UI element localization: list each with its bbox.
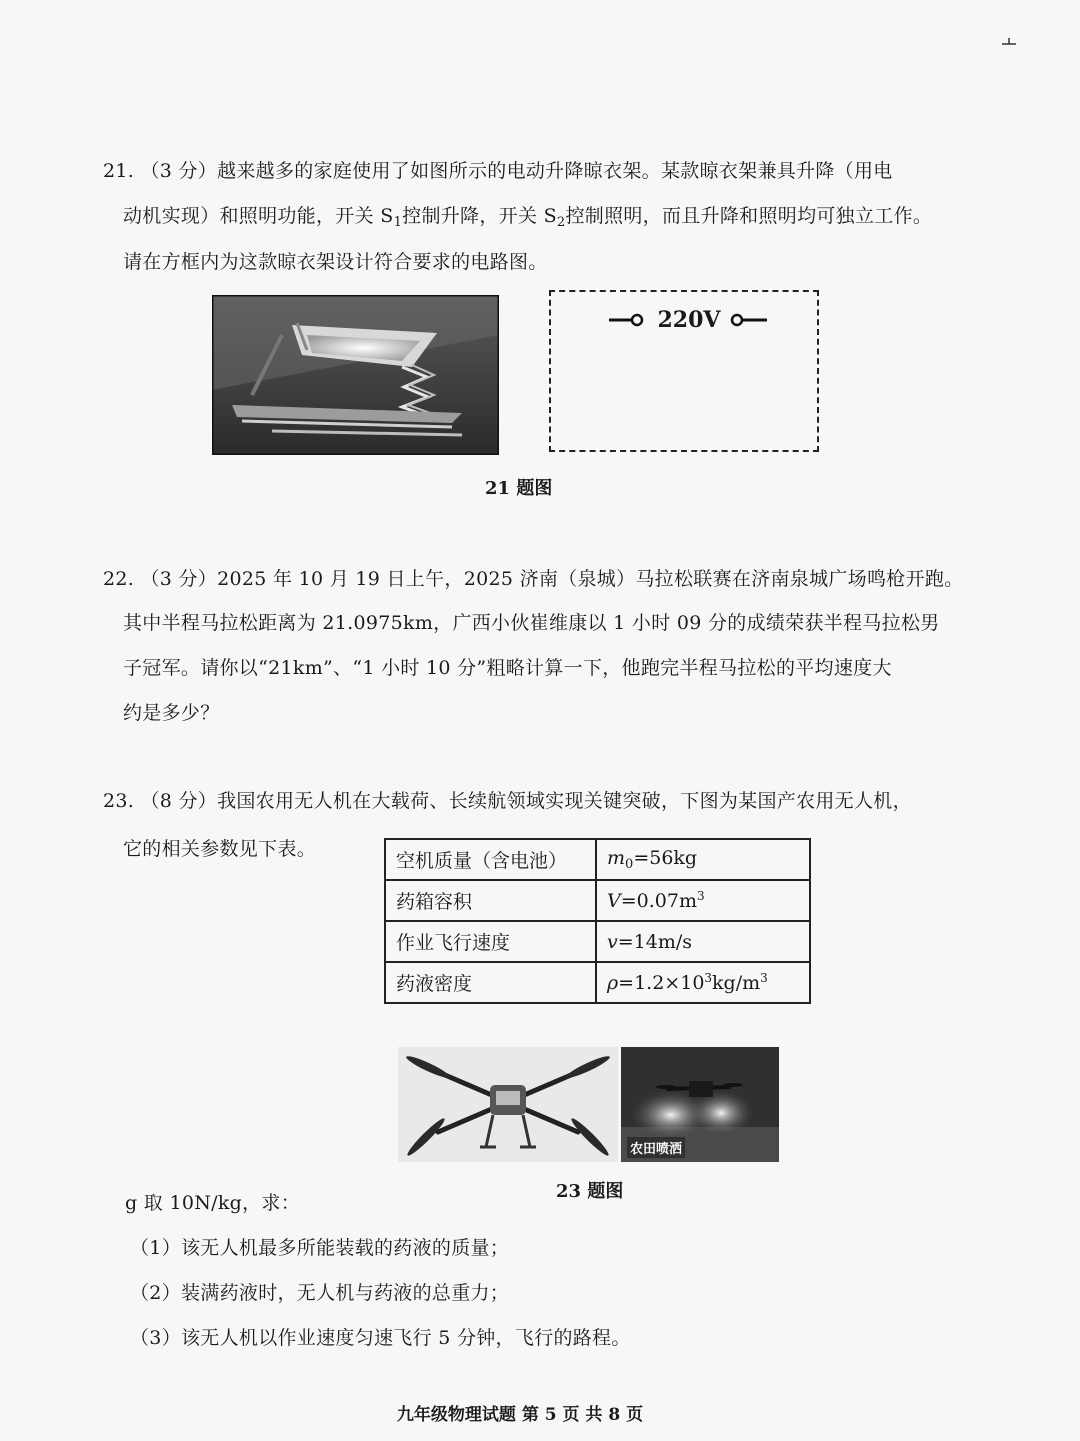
table-row xyxy=(385,962,810,1003)
q23-sub-question-2: （2）装满药液时，无人机与药液的总重力； xyxy=(130,1282,510,1304)
param-label: 药液密度 xyxy=(385,962,596,1003)
param-label: 作业飞行速度 xyxy=(385,921,596,962)
param-number: =0.07m xyxy=(620,890,697,912)
param-superscript: 3 xyxy=(704,971,713,985)
drone-photo xyxy=(398,1047,618,1162)
corner-mark xyxy=(1000,30,1018,50)
page-footer: 九年级物理试题 第 5 页 共 8 页 xyxy=(396,1405,644,1425)
q21-line3: 请在方框内为这款晾衣架设计符合要求的电路图。 xyxy=(123,251,548,273)
drone-parameter-table xyxy=(384,838,811,1004)
param-label: 空机质量（含电池） xyxy=(385,839,596,880)
q23-line2: 它的相关参数见下表。 xyxy=(123,838,317,860)
table-row xyxy=(385,839,810,880)
q23-sub-question-1: （1）该无人机最多所能装载的药液的质量； xyxy=(130,1237,510,1259)
param-number: =56kg xyxy=(633,847,698,869)
q21-line2 xyxy=(123,203,932,236)
q22-line2: 其中半程马拉松距离为 21.0975km，广西小伙崔维康以 1 小时 09 分的成绩荣获半程马拉松男 xyxy=(123,612,940,634)
table-row xyxy=(385,880,810,921)
param-number: =1.2×10 xyxy=(618,972,705,994)
param-symbol: ρ xyxy=(607,972,619,994)
param-value xyxy=(596,962,810,1003)
s2-subscript: 2 xyxy=(556,215,566,230)
param-unit-superscript: 3 xyxy=(760,971,768,985)
param-symbol: V xyxy=(607,890,621,912)
q21-line2-part-c: 控制照明，而且升降和照明均可独立工作。 xyxy=(565,205,933,227)
field-spraying-photo xyxy=(621,1047,779,1162)
param-subscript: 0 xyxy=(625,857,634,872)
param-label: 药箱容积 xyxy=(385,880,596,921)
q23-caption: 23 题图 xyxy=(556,1181,624,1202)
field-spraying-label: 农田喷洒 xyxy=(627,1137,685,1158)
q21-line1: 21. （3 分）越来越多的家庭使用了如图所示的电动升降晾衣架。某款晾衣架兼具升降（用电 xyxy=(103,160,893,182)
param-value xyxy=(596,921,810,962)
param-value xyxy=(596,839,810,880)
voltage-label: 220V xyxy=(657,307,721,333)
q21-line2-part-b: 控制升降，开关 S xyxy=(402,205,557,227)
param-superscript: 3 xyxy=(696,889,705,903)
param-symbol: m xyxy=(607,847,626,869)
circuit-design-box xyxy=(549,290,819,452)
q22-line4: 约是多少？ xyxy=(123,702,220,724)
param-symbol: v xyxy=(607,930,618,953)
clothes-rack-photo xyxy=(212,295,499,455)
param-value xyxy=(596,880,810,921)
q23-sub-question-3: （3）该无人机以作业速度匀速飞行 5 分钟，飞行的路程。 xyxy=(130,1327,631,1349)
q22-line1: 22. （3 分）2025 年 10 月 19 日上午，2025 济南（泉城）马拉松联赛在济南泉城广场鸣枪开跑。 xyxy=(103,568,964,590)
q21-caption: 21 题图 xyxy=(485,478,553,499)
param-number: =14m/s xyxy=(617,930,692,953)
q23-g-line: g 取 10N/kg，求： xyxy=(125,1192,301,1214)
q22-line3: 子冠军。请你以“21km”、“1 小时 10 分”粗略计算一下，他跑完半程马拉松的平均速度大 xyxy=(123,657,892,679)
q21-line2-part-a: 动机实现）和照明功能，开关 S xyxy=(123,205,394,227)
s1-subscript: 1 xyxy=(393,215,403,230)
table-row xyxy=(385,921,810,962)
param-unit: kg/m xyxy=(712,972,761,994)
power-terminal xyxy=(609,302,769,338)
q23-line1: 23. （8 分）我国农用无人机在大载荷、长续航领域实现关键突破，下图为某国产农用无人机， xyxy=(103,790,912,812)
